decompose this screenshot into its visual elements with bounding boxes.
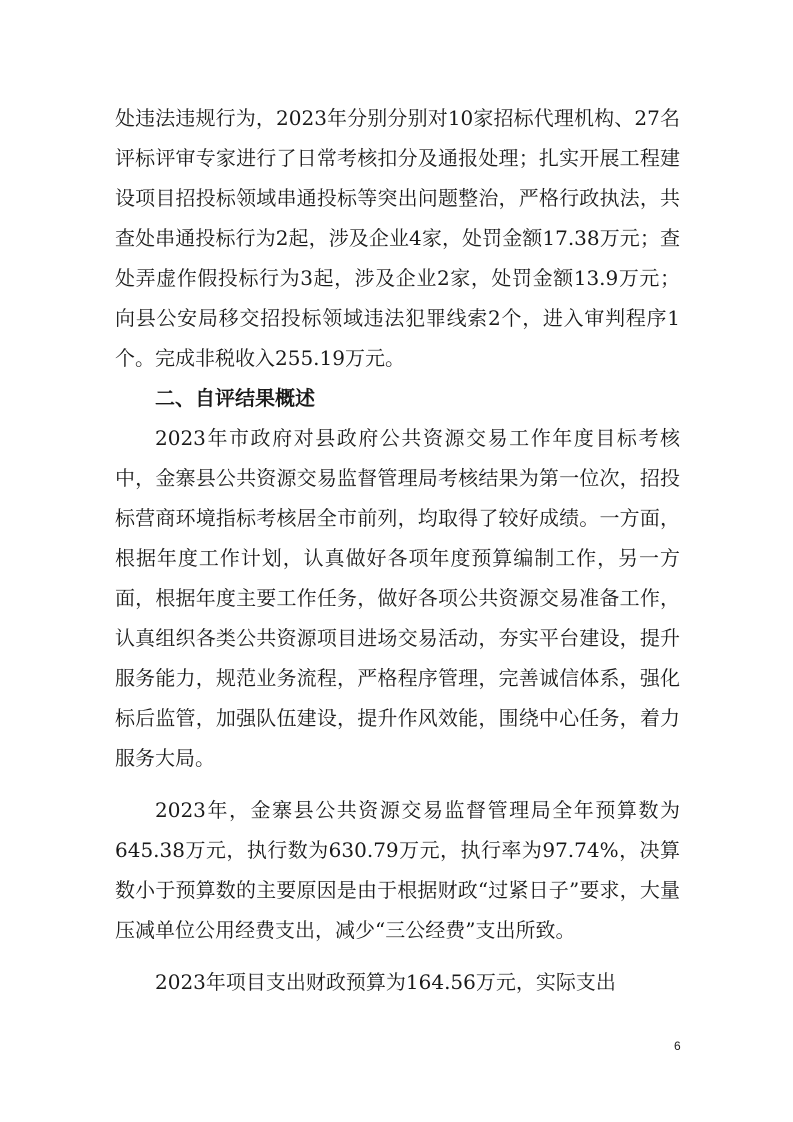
section-heading: 二、自评结果概述	[155, 386, 315, 410]
paragraph-assessment-summary: 2023年市政府对县政府公共资源交易工作年度目标考核中，金寨县公共资源交易监督管理局考核结果为第一位次，招投标营商环境指标考核居全市前列，均取得了较好成绩。一方面，根据年度工作计划，认真做好各项年度预算编制工作，另一方面，根据年度主要工作任务，做好各项公共资源交易准备工作，认真组织各类公共资源项目进场交易活动，夯实平台建设，提升服务能力，规范业务流程，严格程序管理，完善诚信体系，强化标后监管，加强队伍建设，提升作风效能，围绕中心任务，着力服务大局。	[115, 426, 680, 770]
document-body	[115, 98, 680, 1002]
paragraph-continuation: 处违法违规行为，2023年分别分别对10家招标代理机构、27名评标评审专家进行了日常考核扣分及通报处理；扎实开展工程建设项目招投标领域串通投标等突出问题整治，严格行政执法，共查处串通投标行为2起，涉及企业4家，处罚金额17.38万元；查处弄虚作假投标行为3起，涉及企业2家，处罚金额13.9万元；向县公安局移交招投标领域违法犯罪线索2个，进入审判程序1个。完成非税收入255.19万元。	[115, 106, 680, 370]
paragraph-project-expenditure: 2023年项目支出财政预算为164.56万元，实际支出	[155, 970, 616, 994]
page-number: 6	[674, 1039, 681, 1053]
paragraph-budget-execution: 2023年，金寨县公共资源交易监督管理局全年预算数为645.38万元，执行数为630.79万元，执行率为97.74%，决算数小于预算数的主要原因是由于根据财政“过紧日子”要求，大量压减单位公用经费支出，减少“三公经费”支出所致。	[115, 798, 680, 942]
